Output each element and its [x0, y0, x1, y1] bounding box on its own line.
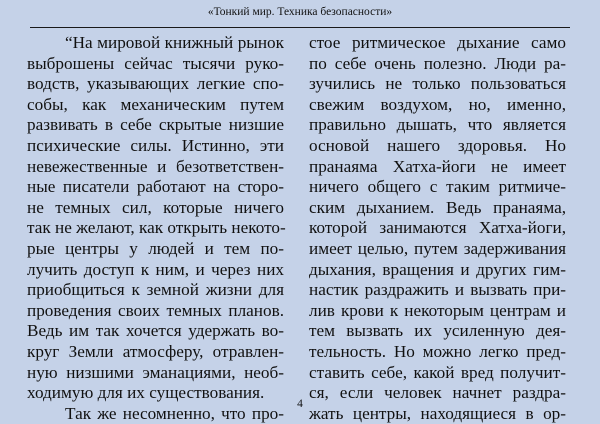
- text-line: Ведь им так хочется удержать во-: [27, 321, 284, 341]
- text-line: выброшены сейчас тысячи руко-: [27, 53, 284, 73]
- text-line: ставить себе, какой вред получит-: [309, 362, 566, 382]
- text-line: настик раздражить и вызвать при-: [309, 280, 566, 300]
- text-line: жать центры, находящиеся в ор-: [309, 403, 566, 423]
- running-header-title: «Тонкий мир. Техника безопасности»: [207, 6, 393, 18]
- text-line: имеет целью, путем задерживания: [309, 238, 566, 258]
- text-line: дыхания, вращения и других гим-: [309, 259, 566, 279]
- text-line: круг Земли атмосферу, отравлен-: [27, 341, 284, 361]
- text-line: основой нашего здоровья. Но: [309, 135, 566, 155]
- text-line: приобщиться к земной жизни для: [27, 280, 284, 300]
- text-line: ную низшими эманациями, необ-: [27, 362, 284, 382]
- text-line: водств, указывающих легкие спо-: [27, 74, 284, 94]
- text-line: проведения своих темных планов.: [27, 300, 284, 320]
- text-line: лив крови к некоторым центрам и: [309, 300, 566, 320]
- text-line: ским дыханием. Ведь пранаяма,: [309, 197, 566, 217]
- text-line: ся, если человек начнет раздра-: [309, 383, 566, 403]
- text-line: пранаяма Хатха-йоги не имеет: [309, 156, 566, 176]
- text-line: собы, как механическим путем: [27, 94, 284, 114]
- text-line: Так же несомненно, что про-: [65, 403, 284, 423]
- page-number: 4: [297, 398, 303, 410]
- text-line: тельность. Но можно легко пред-: [309, 341, 566, 361]
- text-line: невежественные и безответствен-: [27, 156, 284, 176]
- text-line: ничего общего с таким ритмиче-: [309, 177, 566, 197]
- text-line: которой занимаются Хатха-йоги,: [309, 218, 566, 238]
- text-line: зучились не только пользоваться: [309, 74, 566, 94]
- text-line: ные писатели работают на сторо-: [27, 177, 284, 197]
- left-text-column: [27, 33, 284, 424]
- right-text-column: [309, 33, 566, 424]
- header-divider: [30, 27, 570, 28]
- text-line: лучить доступ к ним, и через них: [27, 259, 284, 279]
- text-line: не темных сил, которые ничего: [27, 197, 284, 217]
- text-line: правильно дышать, что является: [309, 115, 566, 135]
- text-line: ходимую для их существования.: [27, 383, 265, 403]
- text-line: стое ритмическое дыхание само: [309, 33, 566, 52]
- text-line: тем вызвать их усиленную дея-: [309, 321, 566, 341]
- text-line: по себе очень полезно. Люди ра-: [309, 53, 566, 73]
- text-line: рые центры у людей и тем по-: [27, 238, 284, 258]
- text-line: психические силы. Истинно, эти: [27, 135, 284, 155]
- text-line: “На мировой книжный рынок: [65, 33, 284, 52]
- text-line: свежим воздухом, но, именно,: [309, 94, 566, 114]
- text-line: развивать в себе скрытые низшие: [27, 115, 284, 135]
- text-line: так не желают, как открыть некото-: [27, 218, 286, 238]
